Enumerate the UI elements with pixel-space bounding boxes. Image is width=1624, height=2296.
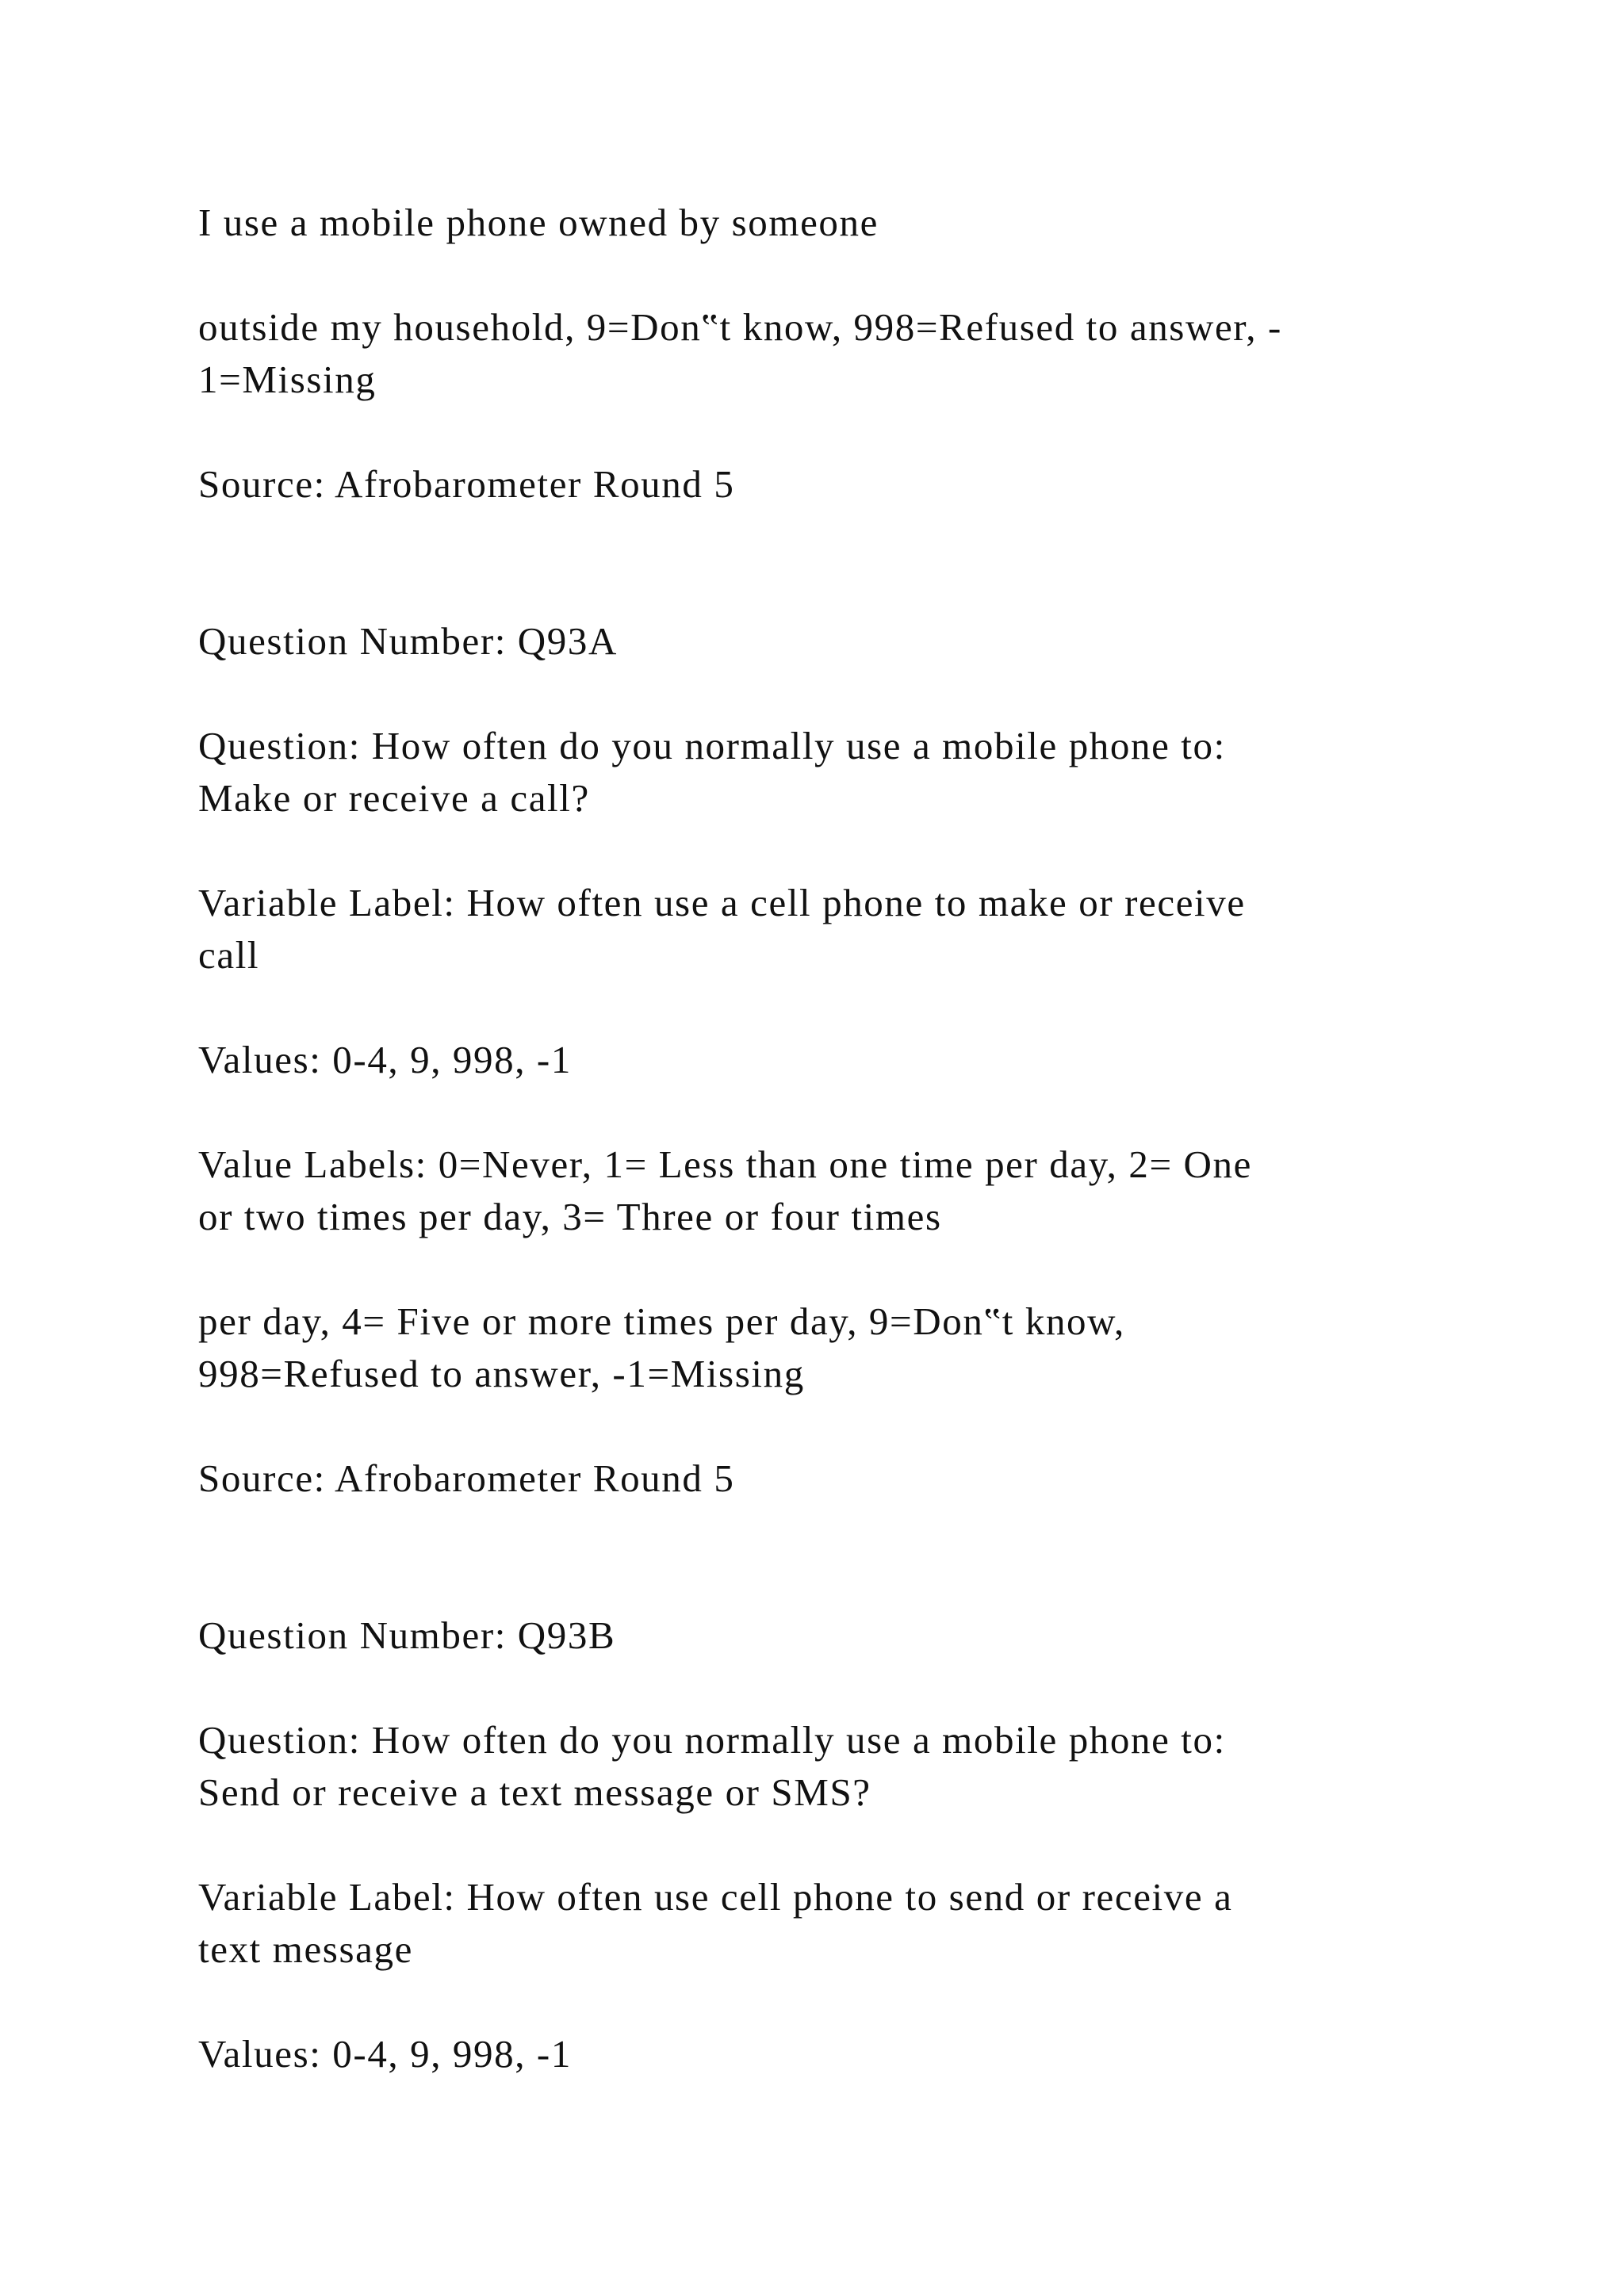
paragraph-value-labels-q93a-continued: per day, 4= Five or more times per day, 9=Don‟t know, 998=Refused to answer, -1=Missing — [198, 1299, 1125, 1395]
paragraph-values-q93a: Values: 0-4, 9, 998, -1 — [198, 1038, 572, 1081]
paragraph-phone-ownership-option: I use a mobile phone owned by someone — [198, 201, 879, 244]
paragraph-variable-label-q93a: Variable Label: How often use a cell phone to make or receive call — [198, 881, 1246, 977]
paragraph-variable-label-q93b: Variable Label: How often use cell phone to send or receive a text message — [198, 1875, 1233, 1971]
paragraph-values-q93b: Values: 0-4, 9, 998, -1 — [198, 2032, 572, 2076]
paragraph-question-number-q93a: Question Number: Q93A — [198, 619, 618, 663]
paragraph-value-labels-q93a: Value Labels: 0=Never, 1= Less than one time per day, 2= One or two times per day, 3= Three or four times — [198, 1142, 1252, 1238]
paragraph-source-2: Source: Afrobarometer Round 5 — [198, 1456, 735, 1500]
paragraph-value-labels-continued: outside my household, 9=Don‟t know, 998=Refused to answer, - 1=Missing — [198, 305, 1282, 401]
paragraph-question-q93b: Question: How often do you normally use a mobile phone to: Send or receive a text message or SMS? — [198, 1718, 1226, 1814]
paragraph-source-1: Source: Afrobarometer Round 5 — [198, 462, 735, 506]
paragraph-question-q93a: Question: How often do you normally use a mobile phone to: Make or receive a call? — [198, 724, 1226, 820]
paragraph-question-number-q93b: Question Number: Q93B — [198, 1613, 616, 1657]
